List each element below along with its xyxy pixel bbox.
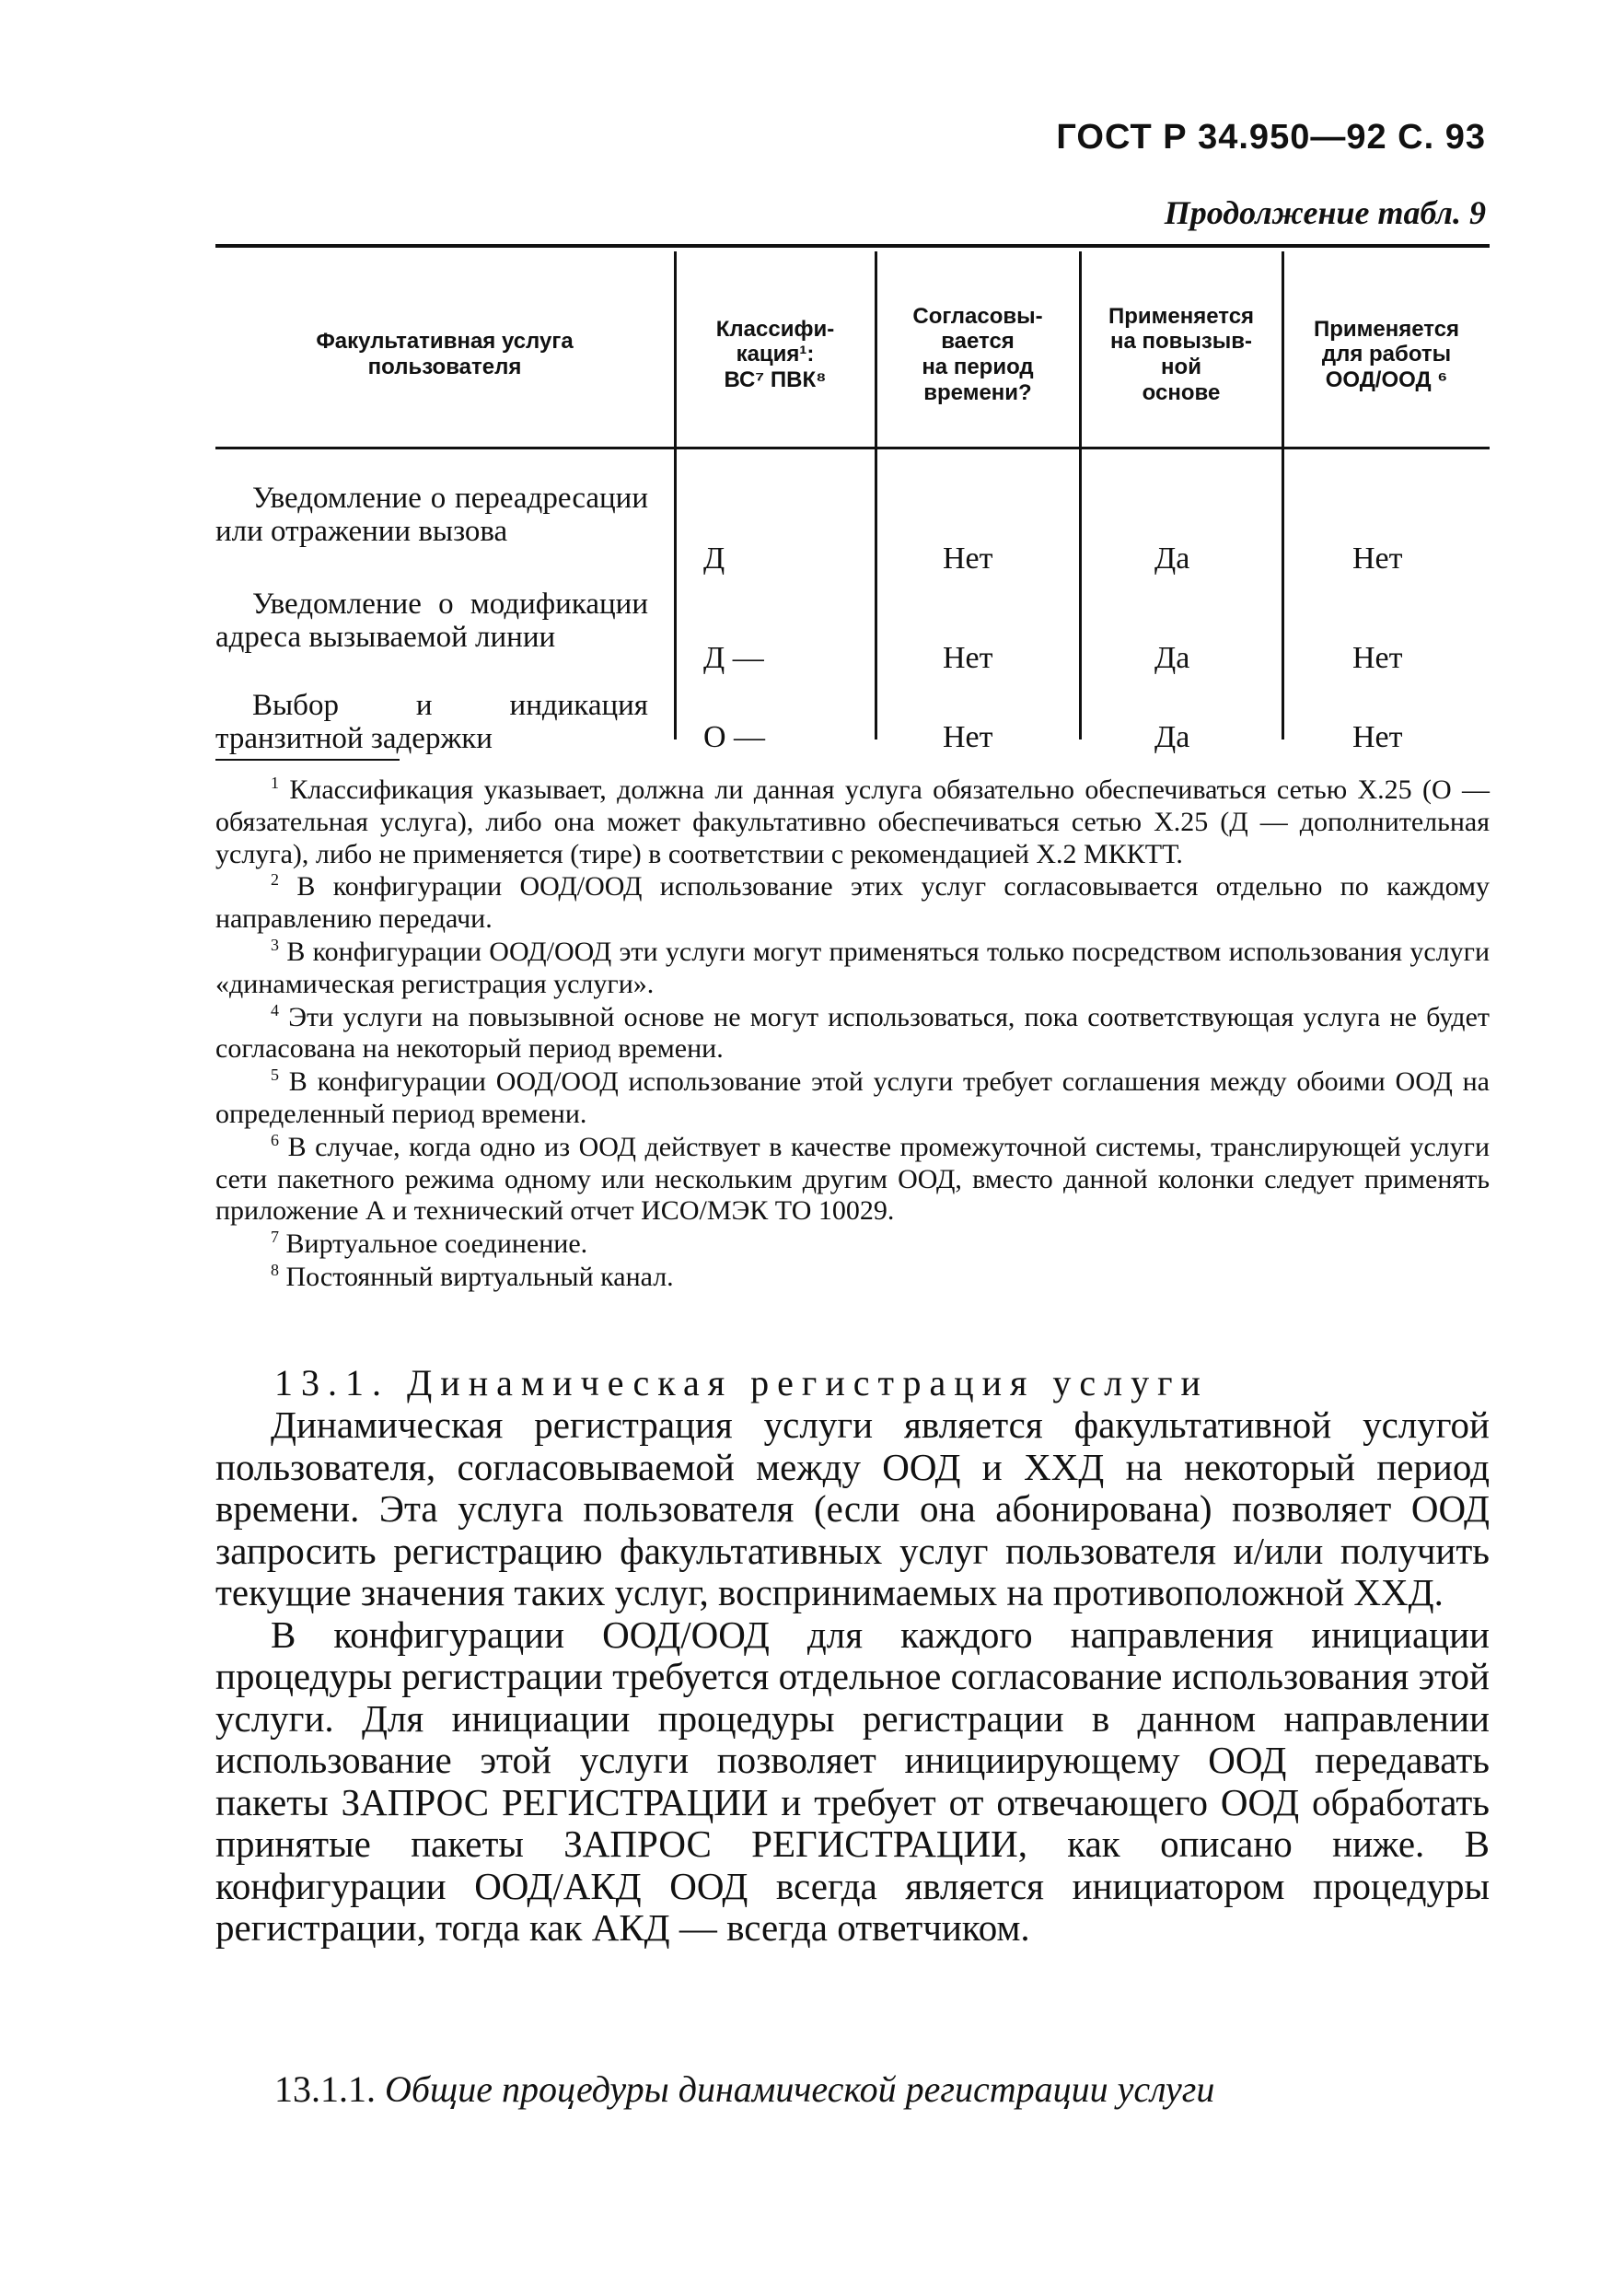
classification-value: Д [703,541,725,576]
footnote: $^6$ В случае, когда одно из ООД действует в качестве промежуточной системы, транслирующей услуги сети пакетного режима одному или нескольким другим ООД, вместо данной колонки следует применять приложение А и технический отчет ИСО/МЭК ТО 10029. [215,1130,1490,1227]
service-name: Уведомление о переадресации или отражении вызова [215,482,648,549]
per-call-value: Да [1154,541,1190,576]
table-row [215,588,1490,689]
service-name: Выбор и индикация транзитной задержки [215,689,648,756]
period-value: Нет [943,541,993,576]
dte-dte-value: Нет [1352,641,1403,675]
column-header-dte-dte: Применяется для работы ООД/ООД ⁶ [1313,316,1460,392]
paragraph: Динамическая регистрация услуги является факультативной услугой пользователя, согласовываемой между ООД и ХХД на некоторый период времени. Эта услуга пользователя (если она абонирована) позволяет ООД запросить регистрацию факультативных услуг пользователя и/или получить текущие значения таких услуг, воспринимаемых на противоположной ХХД. [215,1403,1490,1613]
section-heading-13-1-1: 13.1.1. Общие процедуры динамической регистрации услуги [274,2068,1215,2110]
classification-value: О — [703,720,766,754]
per-call-value: Да [1154,641,1190,675]
footnote: $^1$ Классификация указывает, должна ли данная услуга обязательно обеспечиваться сетью X.25 (О — обязательная услуга), либо она может факультативно обеспечиваться сетью X.25 (Д — дополнительная услуга), либо не применяется (тире) в соответствии с рекомендацией X.2 МККТТ. [215,774,1491,869]
footnote: $^4$ Эти услуги на повызывной основе не могут использоваться, пока соответствующая услуга не будет согласована на некоторый период времени. [215,1000,1490,1065]
column-header-service: Факультативная услуга пользователя [316,329,574,379]
column-header-classification: Классифи- кация¹: ВС⁷ ПВК⁸ [715,316,835,392]
running-header: ГОСТ Р 34.950—92 С. 93 [1056,118,1486,157]
table-row [215,482,1490,588]
table-row [215,689,1490,758]
section-heading-13-1: 13.1. Динамическая регистрация услуги [274,1362,1209,1403]
period-value: Нет [943,720,993,754]
footnote: $^8$ Постоянный виртуальный канал. [271,1260,674,1292]
dte-dte-value: Нет [1352,541,1403,576]
per-call-value: Да [1154,720,1190,754]
column-header-per-call: Применяется на повызыв- ной основе [1108,303,1255,405]
service-name: Уведомление о модификации адреса вызываемой линии [215,588,648,655]
column-header-period: Согласовы- вается на период времени? [912,303,1043,405]
footnote: $^7$ Виртуальное соединение. [271,1228,588,1260]
footnote: $^3$ В конфигурации ООД/ООД эти услуги могут применяться только посредством использования услуги «динамическая регистрация услуги». [215,935,1491,999]
dte-dte-value: Нет [1352,720,1403,754]
table-continuation-label: Продолжение табл. 9 [1164,194,1486,231]
footnotes [215,774,1490,1294]
paragraph: В конфигурации ООД/ООД для каждого направления инициации процедуры регистрации требуется отдельное согласование использования этой услуги. Для инициации процедуры регистрации в данном направлении использование этой услуги позволяет инициирующему ООД передавать пакеты ЗАПРОС РЕГИСТРАЦИИ и требует от отвечающего ООД обработать принятые пакеты ЗАПРОС РЕГИСТРАЦИИ, как описано ниже. В конфигурации ООД/АКД ООД всегда является инициатором процедуры регистрации, тогда как АКД — всегда ответчиком. [215,1613,1490,1949]
footnote: $^2$ В конфигурации ООД/ООД использование этих услуг согласовывается отдельно по каждому направлению передачи. [215,870,1491,935]
classification-value: Д — [703,641,764,675]
period-value: Нет [943,641,993,675]
footnote: $^5$ В конфигурации ООД/ООД использование этой услуги требует соглашения между обоими ООД на определенный период времени. [215,1065,1490,1129]
table-header-rule [215,447,1490,449]
table-top-rule [215,244,1490,248]
footnote-rule [215,759,400,761]
section-body [215,1404,1490,1950]
